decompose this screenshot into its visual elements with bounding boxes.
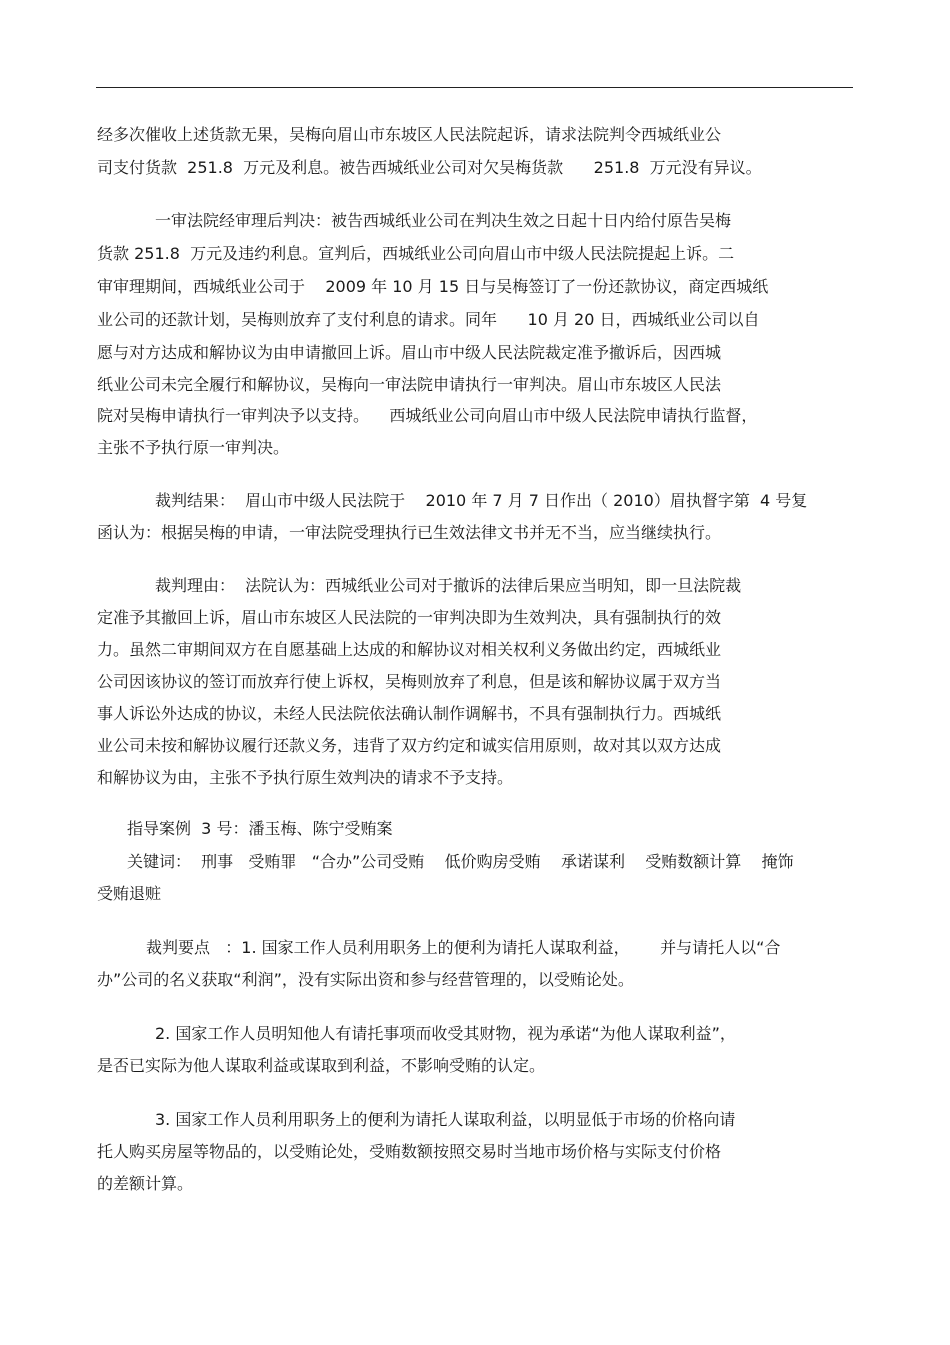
- case-title: 指导案例 3 号：潘玉梅、陈宁受贿案: [127, 819, 393, 838]
- keywords-line: 受贿退赃: [97, 884, 162, 903]
- text-line: 裁判结果： 眉山市中级人民法院于 2010 年 7 月 7 日作出（ 2010）眉执督字第 4 号复: [155, 491, 808, 510]
- text-line: 公司因该协议的签订而放弃行使上诉权，吴梅则放弃了利息，但是该和解协议属于双方当: [97, 672, 722, 691]
- text-line: 业公司的还款计划，吴梅则放弃了支付利息的请求。同年 10 月 20 日，西城纸业公司以自: [97, 310, 760, 329]
- text-line: 定准予其撤回上诉，眉山市东坡区人民法院的一审判决即为生效判决，具有强制执行的效: [97, 608, 722, 627]
- text-line: 裁判理由： 法院认为：西城纸业公司对于撤诉的法律后果应当明知，即一旦法院裁: [155, 576, 742, 595]
- text-line: 业公司未按和解协议履行还款义务，违背了双方约定和诚实信用原则，故对其以双方达成: [97, 736, 722, 755]
- text-line: 和解协议为由，主张不予执行原生效判决的请求不予支持。: [97, 768, 514, 787]
- text-line: 主张不予执行原一审判决。: [97, 438, 290, 457]
- text-line: 是否已实际为他人谋取利益或谋取到利益，不影响受贿的认定。: [97, 1056, 546, 1075]
- text-line: 一审法院经审理后判决：被告西城纸业公司在判决生效之日起十日内给付原告吴梅: [155, 211, 732, 230]
- text-line: 审审理期间，西城纸业公司于 2009 年 10 月 15 日与吴梅签订了一份还款协议，商定西城纸: [97, 277, 769, 296]
- text-line: 力。虽然二审期间双方在自愿基础上达成的和解协议对相关权利义务做出约定，西城纸业: [97, 640, 722, 659]
- text-line: 托人购买房屋等物品的，以受贿论处，受贿数额按照交易时当地市场价格与实际支付价格: [97, 1142, 722, 1161]
- text-line: 经多次催收上述货款无果，吴梅向眉山市东坡区人民法院起诉，请求法院判令西城纸业公: [97, 125, 722, 144]
- text-line: 院对吴梅申请执行一审判决予以支持。 西城纸业公司向眉山市中级人民法院申请执行监督，: [97, 406, 758, 425]
- text-line: 货款 251.8 万元及违约利息。宣判后，西城纸业公司向眉山市中级人民法院提起上诉。二: [97, 244, 735, 263]
- text-line: 2. 国家工作人员明知他人有请托事项而收受其财物，视为承诺“为他人谋取利益”，: [155, 1024, 736, 1043]
- text-line: 的差额计算。: [97, 1174, 194, 1193]
- text-line: 司支付货款 251.8 万元及利息。被告西城纸业公司对欠吴梅货款 251.8 万元没有异议。: [97, 158, 762, 177]
- text-line: 办”公司的名义获取“利润”，没有实际出资和参与经营管理的，以受贿论处。: [97, 970, 634, 989]
- text-line: 3. 国家工作人员利用职务上的便利为请托人谋取利益，以明显低于市场的价格向请: [155, 1110, 736, 1129]
- keywords-line: 关键词： 刑事 受贿罪 “合办”公司受贿 低价购房受贿 承诺谋利 受贿数额计算 掩饰: [127, 852, 794, 871]
- header-rule: [96, 87, 853, 88]
- text-line: 函认为：根据吴梅的申请，一审法院受理执行已生效法律文书并无不当，应当继续执行。: [97, 523, 722, 542]
- text-line: 裁判要点 ：1. 国家工作人员利用职务上的便利为请托人谋取利益， 并与请托人以“合: [146, 938, 781, 957]
- text-line: 纸业公司未完全履行和解协议，吴梅向一审法院申请执行一审判决。眉山市东坡区人民法: [97, 375, 722, 394]
- text-line: 愿与对方达成和解协议为由申请撤回上诉。眉山市中级人民法院裁定准予撤诉后，因西城: [97, 343, 722, 362]
- text-line: 事人诉讼外达成的协议，未经人民法院依法确认制作调解书，不具有强制执行力。西城纸: [97, 704, 722, 723]
